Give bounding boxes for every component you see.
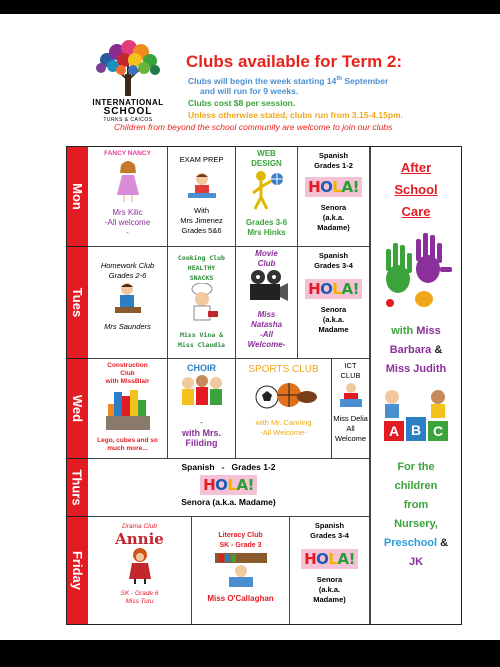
- preschool-line: [371, 534, 461, 553]
- abc-blocks-kids-icon: [376, 387, 456, 443]
- amp-text: &: [434, 344, 443, 356]
- club-cell-mon-2: [168, 147, 236, 247]
- club-teacher: with Mr. Canning: [255, 418, 312, 427]
- club-teacher-2: (a.k.a.: [322, 315, 345, 324]
- club-cell-mon-3: [236, 147, 298, 247]
- hola-graphic: [305, 177, 362, 197]
- hola-a: A!: [337, 550, 355, 568]
- annie-girl-icon: [120, 547, 160, 585]
- hola-l: L: [332, 280, 342, 298]
- club-title-1: Cooking Club: [178, 254, 225, 262]
- homework-kid-icon: [111, 281, 145, 317]
- hola-o: O: [320, 280, 333, 298]
- club-title-2: DESIGN: [251, 159, 282, 168]
- club-title-1: Literacy Club: [218, 532, 263, 539]
- header-run-line: and will run for 9 weeks.: [200, 86, 299, 96]
- club-note-1: Lego, cubes and so: [97, 437, 158, 444]
- club-title: SPORTS CLUB: [248, 364, 319, 375]
- club-title-2: CLUB: [340, 371, 361, 380]
- club-title-1: WEB: [257, 149, 276, 158]
- logo-line-3: TURKS & CAICOS: [103, 117, 153, 123]
- club-dash: -: [126, 228, 129, 237]
- hola-a: A!: [341, 280, 359, 298]
- club-teacher-1: Senora: [316, 575, 343, 584]
- with-text: with: [391, 325, 414, 337]
- club-cell-fri-3: [290, 517, 370, 624]
- with-line-2: [371, 341, 461, 360]
- club-welcome: -All Welcome-: [260, 428, 307, 437]
- day-mon-text: Mon: [70, 183, 85, 210]
- club-teacher-2: (a.k.a.: [322, 213, 345, 222]
- club-teacher: Miss O'Callaghan: [207, 594, 274, 603]
- club-title-1: Construction: [107, 362, 148, 369]
- chef-icon: [182, 283, 222, 325]
- student-studying-icon: [185, 171, 219, 201]
- club-title-1: Movie: [255, 249, 278, 258]
- after-school-care-panel: [370, 147, 461, 624]
- club-teacher: Senora (a.k.a. Madame): [181, 497, 276, 507]
- club-title-2: HEALTHY: [187, 264, 216, 272]
- day-thurs-text: Thurs: [70, 469, 85, 506]
- barbara-text: Barbara: [389, 344, 432, 356]
- club-cell-thurs: [88, 459, 370, 517]
- begin-tail: September: [341, 75, 389, 86]
- preschool-text: Preschool: [383, 537, 438, 549]
- club-title-2: SK - Grade 3: [219, 542, 262, 549]
- hola-o: O: [316, 550, 329, 568]
- page-title: Clubs available for Term 2:: [186, 52, 403, 71]
- club-title-1: Spanish: [318, 151, 349, 160]
- club-title-2: Grades 3-4: [310, 531, 349, 540]
- for-line-2: children: [394, 480, 438, 492]
- club-teacher-2: Miss Claudia: [178, 341, 225, 349]
- club-teacher-1: with Mrs.: [181, 428, 221, 438]
- club-welcome: -All welcome: [104, 218, 151, 227]
- club-title-2: Annie: [115, 530, 164, 548]
- club-teacher: Miss Turu: [125, 598, 154, 605]
- miss-text: Miss: [416, 325, 441, 337]
- header-begin-line: [188, 74, 388, 86]
- with-line-1: [371, 322, 461, 341]
- header-times-line: Unless otherwise stated, clubs run from 3.15-4.15pm.: [188, 110, 403, 120]
- hola-a: A!: [341, 178, 359, 196]
- club-title: EXAM PREP: [179, 155, 224, 164]
- club-teacher: Mrs Jimenez: [180, 216, 223, 225]
- club-title: CHOIR: [187, 363, 216, 373]
- club-teacher: Mrs Kilic: [112, 208, 143, 217]
- club-teacher-2: Filiding: [185, 438, 218, 448]
- begin-sup: th: [336, 76, 342, 82]
- club-teacher-2: All: [346, 424, 355, 433]
- club-title-2: Club: [257, 259, 276, 268]
- club-cell-mon-4: [298, 147, 370, 247]
- logo-line-1: INTERNATIONAL: [92, 98, 164, 107]
- after-title-2: School: [394, 182, 438, 197]
- day-tues-text: Tues: [70, 287, 86, 318]
- judith-line: Miss Judith: [385, 363, 447, 375]
- club-title-3: with MissBlair: [105, 378, 150, 385]
- club-cell-fri-1: [88, 517, 192, 624]
- club-cell-tues-1: [88, 247, 168, 359]
- club-grades: Grades 2-6: [108, 271, 147, 280]
- amp2-text: &: [440, 537, 449, 549]
- hola-l: L: [328, 550, 338, 568]
- club-title: FANCY NANCY: [104, 150, 151, 157]
- club-cell-wed-4: [332, 359, 370, 459]
- club-welcome-1: -All: [260, 330, 273, 339]
- after-title: [371, 157, 461, 223]
- hola-h: H: [203, 476, 216, 494]
- club-cell-tues-3: [236, 247, 298, 359]
- club-teacher-1: Miss Delia: [333, 414, 368, 423]
- day-fri-text: Friday: [70, 550, 86, 591]
- for-children-block: [371, 458, 461, 572]
- club-cell-fri-2: [192, 517, 290, 624]
- nursery-line: Nursery,: [394, 518, 438, 530]
- logo-line-2: SCHOOL: [103, 106, 153, 117]
- for-line-1: For the: [397, 461, 435, 473]
- top-black-bar: [0, 0, 500, 14]
- club-title-1: Drama Club: [122, 523, 157, 530]
- club-cell-tues-2: [168, 247, 236, 359]
- tree-icon: [93, 40, 163, 98]
- begin-text: Clubs will begin the week starting 14: [188, 75, 337, 86]
- day-label-wed: [67, 359, 88, 459]
- club-teacher-3: Welcome: [334, 434, 367, 443]
- hola-h: H: [304, 550, 317, 568]
- hola-a: A!: [236, 476, 254, 494]
- club-title: Spanish - Grades 1-2: [181, 462, 276, 472]
- club-teacher-1: Senora: [320, 203, 347, 212]
- club-cell-wed-3: [236, 359, 332, 459]
- club-dash: -: [200, 418, 203, 427]
- club-title-2: Grades 1-2: [314, 161, 353, 170]
- hola-graphic: [301, 549, 358, 569]
- hola-graphic: [305, 279, 362, 299]
- club-teacher-3: Madame): [317, 223, 350, 232]
- club-teacher-3: Madame: [318, 325, 349, 334]
- club-title-2: Grades 3-4: [314, 261, 353, 270]
- club-cell-tues-4: [298, 247, 370, 359]
- after-title-1: After: [400, 160, 432, 175]
- club-teacher-1: Miss: [257, 310, 276, 319]
- after-title-3: Care: [401, 204, 431, 219]
- day-label-mon: [67, 147, 88, 247]
- club-cell-wed-1: [88, 359, 168, 459]
- header-cost-line: Clubs cost $8 per session.: [188, 98, 296, 108]
- club-teacher-1: Miss Vina &: [179, 331, 224, 339]
- club-grades: Grades 5&6: [181, 226, 222, 235]
- painted-handprints-icon: [376, 229, 456, 313]
- hola-o: O: [215, 476, 228, 494]
- club-cell-mon-1: [88, 147, 168, 247]
- club-title-1: Spanish: [318, 251, 349, 260]
- club-title-1: ICT: [344, 361, 357, 370]
- fancy-nancy-girl-icon: [112, 159, 144, 203]
- day-label-friday: [67, 517, 88, 624]
- sports-balls-icon: [249, 375, 319, 413]
- club-note-2: much more...: [107, 445, 148, 452]
- film-camera-icon: [244, 269, 290, 305]
- reading-kid-icon: [211, 551, 271, 589]
- club-title-3: SNACKS: [189, 274, 214, 282]
- club-teacher-2: (a.k.a.: [318, 585, 341, 594]
- club-teacher-1: Senora: [320, 305, 347, 314]
- choir-kids-icon: [178, 373, 226, 413]
- for-line-3: from: [403, 499, 429, 511]
- day-wed-text: Wed: [70, 394, 85, 423]
- day-label-thurs: [67, 459, 88, 517]
- club-cell-wed-2: [168, 359, 236, 459]
- bottom-black-bar: [0, 640, 500, 667]
- club-grades: Grades 3-6: [245, 218, 288, 227]
- hola-h: H: [308, 178, 321, 196]
- hola-h: H: [308, 280, 321, 298]
- header-welcome-line: Children from beyond the school community are welcome to join our clubs: [114, 122, 393, 132]
- svg-text:C: C: [432, 423, 444, 439]
- club-teacher-3: Madame): [313, 595, 346, 604]
- svg-text:B: B: [410, 422, 422, 438]
- lego-blocks-icon: [102, 386, 154, 432]
- club-teacher: Mrs Hinks: [247, 228, 286, 237]
- hola-o: O: [320, 178, 333, 196]
- club-title-2: Club: [120, 370, 135, 377]
- web-design-figure-icon: [247, 169, 287, 213]
- club-grades: SK - Grade 6: [120, 590, 159, 597]
- club-teacher-2: Natasha: [250, 320, 283, 329]
- club-title: Homework Club: [100, 261, 155, 270]
- hola-graphic: [200, 475, 257, 495]
- club-title-1: Spanish: [314, 521, 345, 530]
- club-welcome-2: Welcome-: [247, 340, 286, 349]
- hola-l: L: [332, 178, 342, 196]
- computer-kid-icon: [338, 381, 364, 409]
- svg-text:A: A: [388, 423, 400, 439]
- club-with: With: [194, 206, 209, 215]
- jk-line: JK: [408, 556, 424, 568]
- club-teacher: Mrs Saunders: [104, 322, 151, 331]
- day-label-tues: [67, 247, 88, 359]
- hola-l: L: [227, 476, 237, 494]
